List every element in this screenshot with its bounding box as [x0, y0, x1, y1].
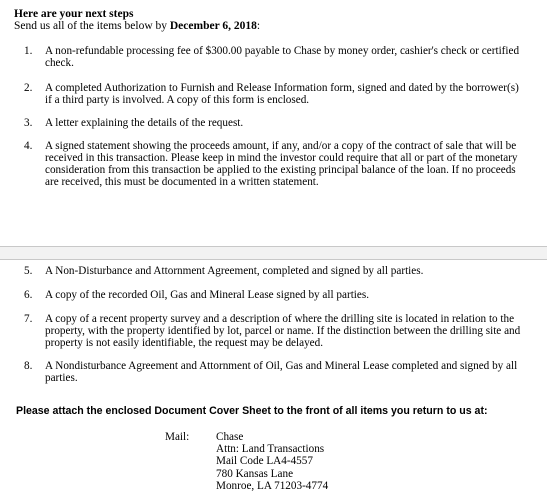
address-line: Monroe, LA 71203-4774: [216, 479, 329, 492]
intro-prefix: Send us all of the items below by: [14, 20, 170, 32]
page-break: [0, 246, 547, 260]
list-item-number: 8.: [24, 360, 33, 372]
list-item-text: A non-refundable processing fee of $300.00 payable to Chase by money order, cashier's check or certified check.: [45, 45, 520, 69]
intro-text: [14, 20, 260, 32]
address-line: Chase: [216, 431, 244, 443]
intro-suffix: :: [256, 20, 261, 32]
address-line: 780 Kansas Lane: [216, 467, 294, 480]
list-item-number: 7.: [24, 313, 33, 325]
list-item-text: A signed statement showing the proceeds amount, if any, and/or a copy of the contract of sale that will be received in this transaction. Please keep in mind the investor could require that all or part of the monetary consideration from this transaction be applied to the existing principal balance of the loan. If no proceeds are received, this must be documented in a written statement.: [45, 140, 518, 188]
mail-label: Mail:: [165, 431, 190, 443]
attach-instruction: Please attach the enclosed Document Cover Sheet to the front of all items you return to us at:: [16, 405, 488, 417]
list-item-number: 3.: [24, 117, 33, 129]
list-item-number: 4.: [24, 140, 33, 152]
list-item-number: 2.: [24, 82, 33, 94]
due-date: December 6, 2018: [169, 20, 257, 32]
list-item-text: A letter explaining the details of the request.: [45, 117, 244, 129]
list-item-text: A copy of the recorded Oil, Gas and Mineral Lease signed by all parties.: [45, 289, 370, 301]
document-page-1: [0, 0, 547, 246]
address-line: Mail Code LA4-4557: [216, 455, 313, 468]
list-item-text: A completed Authorization to Furnish and Release Information form, signed and dated by the borrower(s) if a third party is involved. A copy of this form is enclosed.: [45, 82, 519, 106]
section-heading: Here are your next steps: [14, 8, 134, 20]
list-item-text: A copy of a recent property survey and a description of where the drilling site is located in relation to the property, with the property identified by lot, parcel or name. If the distinction between the drilling site and property is not easily identifiable, the request may be delayed.: [45, 313, 521, 349]
address-line: Attn: Land Transactions: [216, 443, 325, 456]
list-item-number: 1.: [24, 45, 33, 57]
list-item-number: 5.: [24, 265, 33, 277]
mailing-address: [216, 431, 328, 492]
list-item-number: 6.: [24, 289, 33, 301]
list-item-text: A Nondisturbance Agreement and Attornment of Oil, Gas and Mineral Lease completed and signed by all parties.: [45, 360, 518, 384]
list-item-text: A Non-Disturbance and Attornment Agreement, completed and signed by all parties.: [45, 265, 424, 277]
